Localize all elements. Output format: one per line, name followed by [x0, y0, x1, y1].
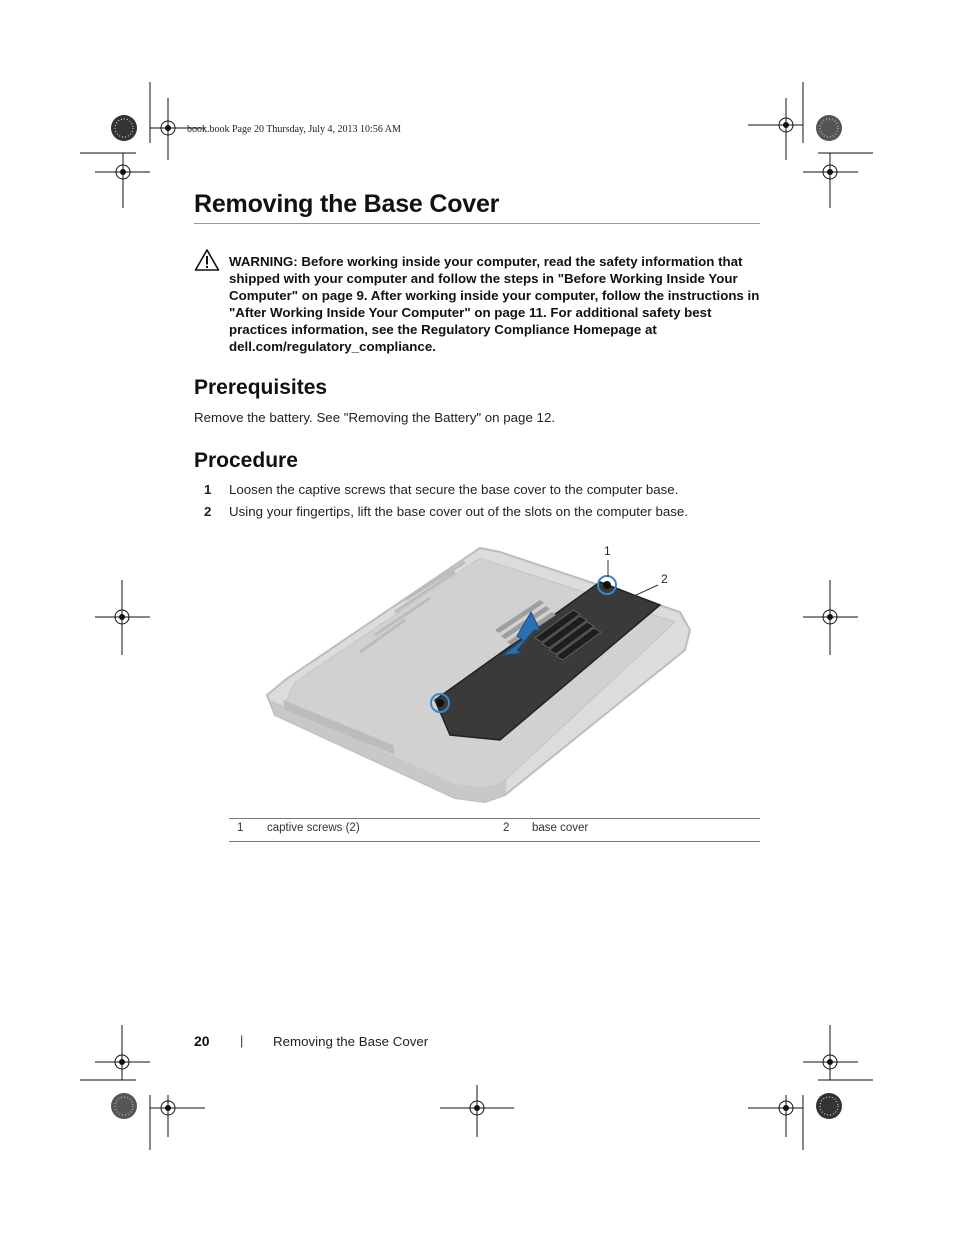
legend-label: base cover	[532, 822, 589, 834]
warning-text: WARNING: Before working inside your computer, read the safety information that shipped with your computer and follow the steps in "Before Working Inside Your Computer" on page 9. After working inside your computer, follow the instructions in "After Working Inside Your Computer" on page 11. For additional safety best practices information, see the Regulatory Compliance Homepage at dell.com/regulatory_compliance.	[229, 254, 760, 354]
figure-legend	[229, 818, 760, 842]
legend-label: captive screws (2)	[267, 822, 360, 834]
print-slug-line: book.book Page 20 Thursday, July 4, 2013 10:56 AM	[187, 124, 401, 135]
step-number: 1	[204, 482, 212, 497]
page-number: 20	[194, 1033, 210, 1049]
procedure-heading: Procedure	[194, 449, 298, 472]
callout-2-label: 2	[661, 572, 668, 586]
legend-number: 2	[503, 822, 510, 834]
footer-section-title: Removing the Base Cover	[273, 1034, 429, 1049]
footer-separator: |	[240, 1033, 244, 1048]
legend-number: 1	[237, 822, 244, 834]
callout-1-label: 1	[604, 544, 611, 558]
title-rule	[194, 223, 760, 224]
base-cover-illustration	[255, 540, 705, 810]
prerequisites-heading: Prerequisites	[194, 376, 328, 399]
warning-triangle-icon	[194, 248, 220, 272]
step-text: Using your fingertips, lift the base cover out of the slots on the computer base.	[229, 504, 688, 519]
step-number: 2	[204, 504, 212, 519]
step-text: Loosen the captive screws that secure the base cover to the computer base.	[229, 482, 679, 497]
prerequisites-text: Remove the battery. See "Removing the Battery" on page 12.	[194, 410, 556, 425]
page-title: Removing the Base Cover	[194, 190, 500, 218]
